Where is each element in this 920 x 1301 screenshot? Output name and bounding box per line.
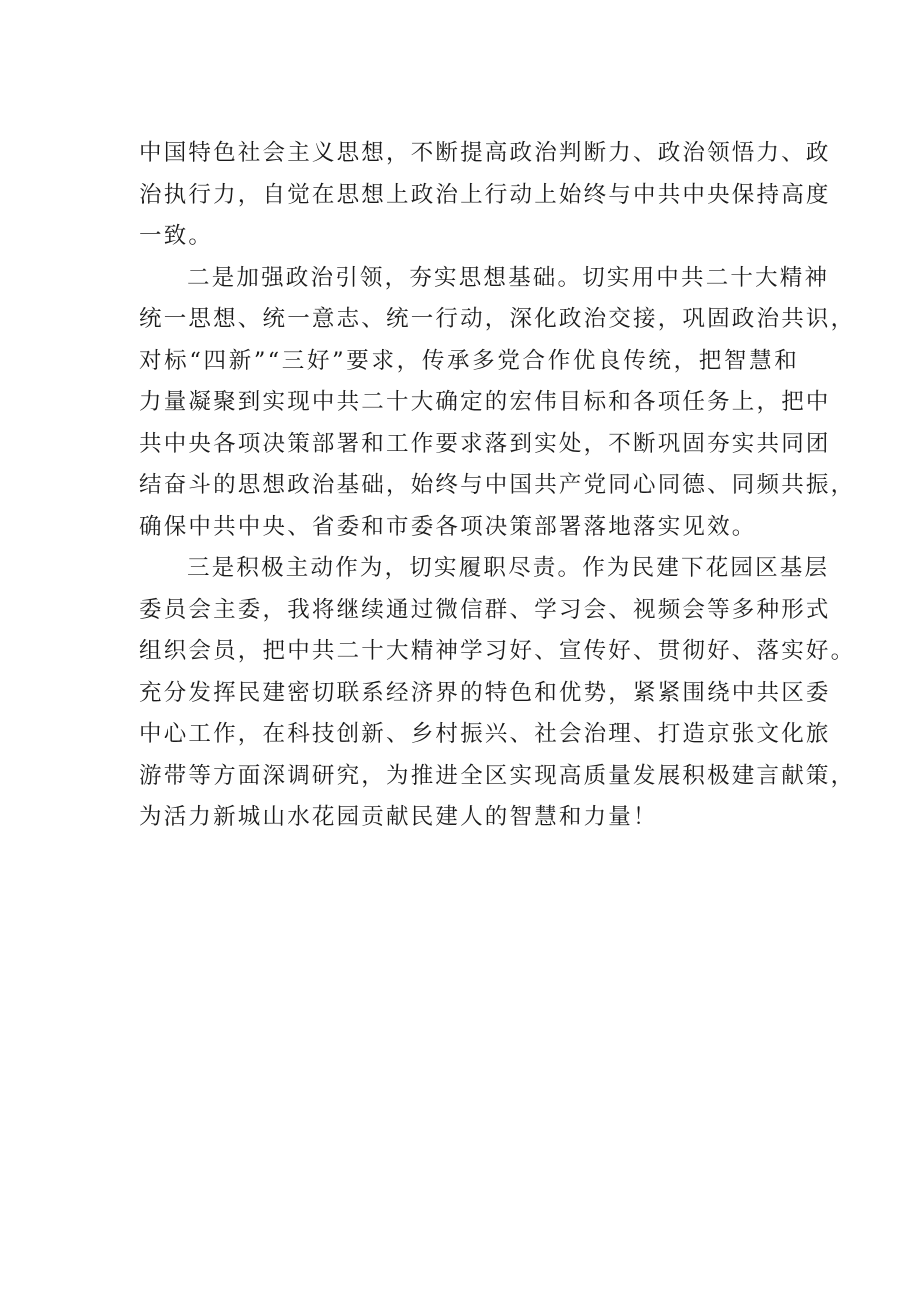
text-line: 确保中共中央、省委和市委各项决策部署落地落实见效。 [139,513,757,540]
text-line: 中心工作，在科技创新、乡村振兴、社会治理、打造京张文化旅 [139,721,831,747]
text-line: 对标“四新”“三好”要求，传承多党合作优良传统，把智慧和 [139,347,799,374]
text-line: 游带等方面深调研究，为推进全区实现高质量发展积极建言献策， [139,762,856,789]
text-line: 为活力新城山水花园贡献民建人的智慧和力量！ [139,804,658,830]
text-line: 统一思想、统一意志、统一行动，深化政治交接，巩固政治共识， [139,306,856,332]
text-line: 中国特色社会主义思想，不断提高政治判断力、政治领悟力、政 [139,140,831,166]
text-line: 共中央各项决策部署和工作要求落到实处，不断巩固夯实共同团 [139,430,831,457]
paragraph-2 [139,258,856,549]
text-line: 治执行力，自觉在思想上政治上行动上始终与中共中央保持高度 [139,181,831,208]
text-line: 一致。 [139,223,214,249]
text-line: 三是积极主动作为，切实履职尽责。作为民建下花园区基层 [187,555,830,581]
paragraph-1 [139,133,831,258]
text-line: 组织会员，把中共二十大精神学习好、宣传好、贯彻好、落实好。 [139,638,856,664]
paragraph-3 [139,548,856,839]
text-line: 结奋斗的思想政治基础，始终与中国共产党同心同德、同频共振， [139,472,856,498]
text-line: 二是加强政治引领，夯实思想基础。切实用中共二十大精神 [187,264,830,291]
text-line: 委员会主委，我将继续通过微信群、学习会、视频会等多种形式 [139,596,831,623]
text-line: 力量凝聚到实现中共二十大确定的宏伟目标和各项任务上，把中 [139,389,831,415]
text-line: 充分发挥民建密切联系经济界的特色和优势，紧紧围绕中共区委 [139,679,831,706]
document-body [139,133,856,839]
